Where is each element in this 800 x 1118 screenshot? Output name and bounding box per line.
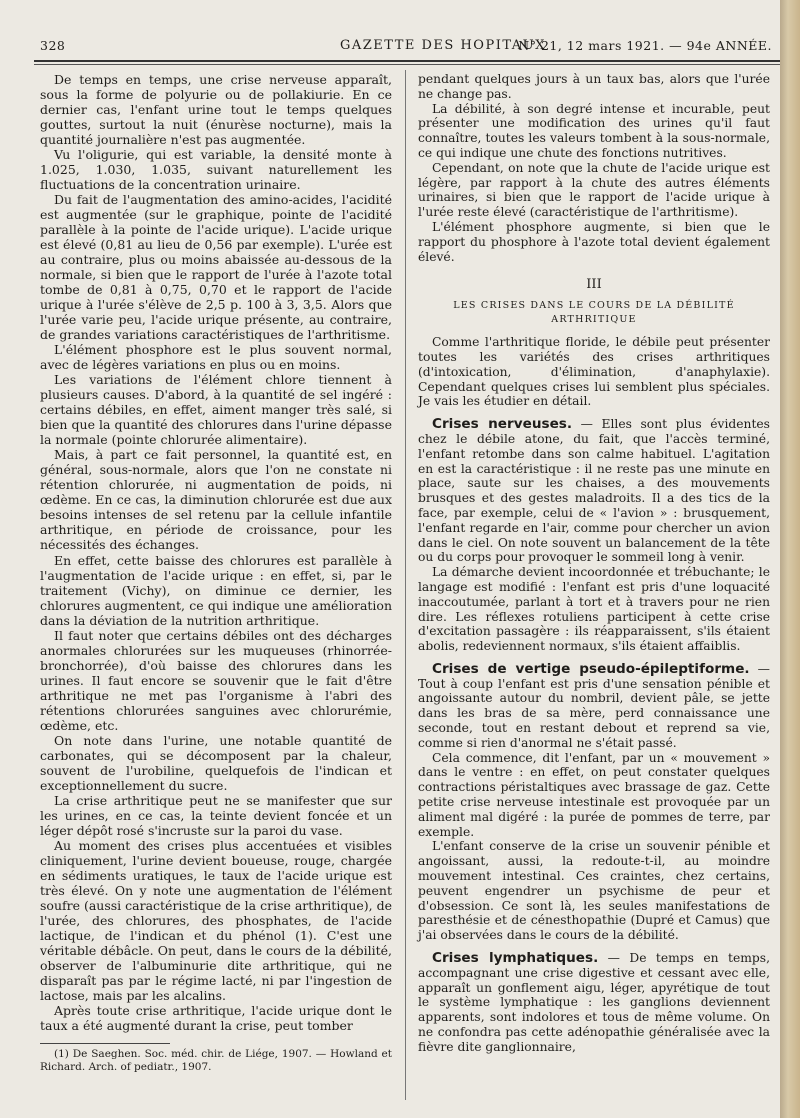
runin-heading: Crises nerveuses. (432, 416, 573, 433)
left-column (40, 72, 392, 1073)
subsection-crises-lymphatiques (418, 951, 770, 1055)
subsection-crises-nerveuses (418, 417, 770, 565)
section-title: LES CRISES DANS LE COURS DE LA DÉBILITÉ ARTHRITIQUE (453, 300, 735, 326)
paragraph: Du fait de l'augmentation des amino-acides, l'acidité est augmentée (sur le graphique, pointe de l'acidité parallèle à la pointe de l'acide urique). L'acide urique est élevé (0,81 au lieu de 0,56 par exemple). L'urée est au contraire, plus ou moins abaissée au-dessous de la normale, si bien que le rapport de l'urée à l'azote total tombe de 0,81 à 0,75, 0,70 et le rapport de l'acide urique à l'urée s'élève de 2,5 p. 100 à 3, 3,5. Alors que l'urée varie peu, l'acide urique présente, au contraire, de grandes variations caractéristiques de l'arthritisme. (40, 192, 392, 343)
header-rule (34, 60, 782, 62)
paragraph: La démarche devient incoordonnée et trébuchante; le langage est modifié : l'enfant est pris d'une loquacité inaccoutumée, parlant à tort et à travers pour ne rien dire. Les réflexes rotuliens participent à cette crise d'excitation passagère : ils réapparaissent, s'ils étaient abolis, redeviennent normaux, s'ils étaient affaiblis. (418, 565, 770, 654)
right-column (418, 72, 770, 1055)
paragraph: L'élément phosphore augmente, si bien que le rapport du phosphore à l'azote total devient également élevé. (418, 219, 770, 264)
paragraph: pendant quelques jours à un taux bas, alors que l'urée ne change pas. (418, 72, 770, 101)
paragraph: Comme l'arthritique floride, le débile peut présenter toutes les variétés des crises arthritiques (d'intoxication, d'élimination, d'anaphylaxie). Cependant quelques crises lui semblent plus spéciales. Je vais les étudier en détail. (418, 335, 770, 409)
paragraph: La débilité, à son degré intense et incurable, peut présenter une modification des urines qu'il faut connaître, toutes les valeurs tombent à la sous-normale, ce qui indique une chute des fonctions nutritives. (418, 101, 770, 160)
paragraph: L'enfant conserve de la crise un souvenir pénible et angoissant, aussi, la redoute-t-il, au moindre mouvement intestinal. Ces craintes, chez certains, peuvent engendrer un psychisme de peur et d'obsession. Ce sont là, les seules manifestations de paresthésie et de cénesthopathie (Dupré et Camus) que j'ai observées dans le cours de la débilité. (418, 839, 770, 943)
paragraph: L'élément phosphore est le plus souvent normal, avec de légères variations en plus ou en moins. (40, 342, 392, 373)
page-edge (780, 0, 800, 1118)
paragraph: De temps en temps, une crise nerveuse apparaît, sous la forme de polyurie ou de pollakiurie. En ce dernier cas, l'enfant urine tout le temps quelques gouttes, surtout la nuit (énurèse nocturne), mais la quantité journalière n'est pas augmentée. (40, 72, 392, 148)
runin-heading: Crises de vertige pseudo-épileptiforme. (432, 660, 750, 677)
journal-title: GAZETTE DES HOPITAUX (340, 38, 546, 53)
paragraph: On note dans l'urine, une notable quantité de carbonates, qui se décomposent par la chaleur, souvent de l'urobiline, quelquefois de l'indican et exceptionnellement du sucre. (40, 732, 392, 793)
paragraph: Cela commence, dit l'enfant, par un « mouvement » dans le ventre : en effet, on peut constater quelques contractions péristaltiques avec brassage de gaz. Cette petite crise nerveuse intestinale est provoquée par un aliment mal digéré : la purée de pommes de terre, par exemple. (418, 750, 770, 839)
paragraph: Mais, à part ce fait personnel, la quantité est, en général, sous-normale, alors que l'on ne constate ni rétention chlorurée, ni augmentation de poids, ni œdème. En ce cas, la diminution chlorurée est due aux besoins intenses de sel retenu par la cellule infantile arthritique, en période de croissance, pour les nécessités des échanges. (40, 447, 392, 553)
paragraph: Au moment des crises plus accentuées et visibles cliniquement, l'urine devient boueuse, rouge, chargée en sédiments uratiques, le taux de l'acide urique est très élevé. On y note une augmentation de l'élément soufre (aussi caractéristique de la crise arthritique), de l'urée, des chlorures, des phosphates, de l'acide lactique, de l'indican et du phénol (1). C'est une véritable débâcle. On peut, dans le cours de la débilité, observer de l'albuminurie dite arthritique, qui ne disparaît pas par le régime lacté, ni par l'ingestion de lactose, mais par les alcalins. (40, 837, 393, 1003)
runin-heading: Crises lymphatiques. (432, 950, 599, 967)
footnote: (1) De Saeghen. Soc. méd. chir. de Liége, 1907. — Howland et Richard. Arch. of pediatr., 1907. (40, 1048, 392, 1073)
issue-info: N° 21, 12 mars 1921. — 94e ANNÉE. (518, 38, 772, 53)
paragraph: La crise arthritique peut ne se manifester que sur les urines, en ce cas, la teinte devient foncée et un léger dépôt rosé s'incruste sur la paroi du vase. (40, 792, 392, 838)
paragraph: Les variations de l'élément chlore tiennent à plusieurs causes. D'abord, à la quantité de sel ingéré : certains débiles, en effet, aiment manger très salé, si bien que la quantité des chlorures dans l'urine dépasse la normale (pointe chlorurée alimentaire). (40, 372, 392, 448)
paragraph: Vu l'oligurie, qui est variable, la densité monte à 1.025, 1.030, 1.035, suivant naturellement les fluctuations de la concentration urinaire. (40, 147, 392, 193)
runin-text: — De temps en temps, accompagnant une crise digestive et cessant avec elle, apparaît un gonflement aigu, léger, apyrétique de tout le système lymphatique : les ganglions deviennent apparents, sont indolores et tous de même volume. On ne confondra pas cette adénopathie généralisée avec la fièvre dite ganglionnaire, (418, 951, 770, 1054)
subsection-crises-vertige (418, 662, 770, 751)
header-rule-thin (34, 64, 782, 65)
runin-text: — Tout à coup l'enfant est pris d'une sensation pénible et angoissante autour du nombril, devient pâle, se jette dans les bras de sa mère, perd connaissance une seconde, tout en restant debout et reprend sa vie, comme si rien d'anormal ne s'était passé. (418, 661, 770, 750)
running-header (30, 32, 782, 58)
footnote-rule (40, 1043, 170, 1044)
paragraph: Après toute crise arthritique, l'acide urique dont le taux a été augmenté durant la crise, peut tomber (40, 1002, 392, 1033)
page-number: 328 (40, 38, 66, 53)
paragraph: En effet, cette baisse des chlorures est parallèle à l'augmentation de l'acide urique : en effet, si, par le traitement (Vichy), on diminue ce dernier, les chlorures augmentent, ce qui indique une amélioration dans la déviation de la nutrition arthritique. (40, 552, 392, 628)
paragraph: Cependant, on note que la chute de l'acide urique est légère, par rapport à la chute des autres éléments urinaires, si bien que le rapport de l'acide urique à l'urée reste élevé (caractéristique de l'arthritisme). (418, 160, 770, 220)
column-divider (405, 70, 406, 1100)
paragraph: Il faut noter que certains débiles ont des décharges anormales chlorurées sur les muqueuses (rhinorrée-bronchorrée), d'où baisse des chlorures dans les urines. Il faut encore se souvenir que le fait d'être arthritique ne met pas l'organisme à l'abri des rétentions chlorurées sanguines avec chlorurémie, œdème, etc. (40, 627, 392, 733)
section-number: III (586, 277, 602, 293)
runin-text: — Elles sont plus évidentes chez le débile atone, du fait, que l'accès terminé, l'enfant retombe dans son calme habituel. L'agitation en est la caractéristique : il ne reste pas une minute en place, saute sur les chaises, a des mouvements brusques et des gestes maladroits. Il a des tics de la face, par exemple, celui de « l'avion » : brusquement, l'enfant regarde en l'air, comme pour chercher un avion dans le ciel. On note souvent un balancement de la tête ou du corps pour provoquer le sommeil long à venir. (418, 417, 770, 565)
